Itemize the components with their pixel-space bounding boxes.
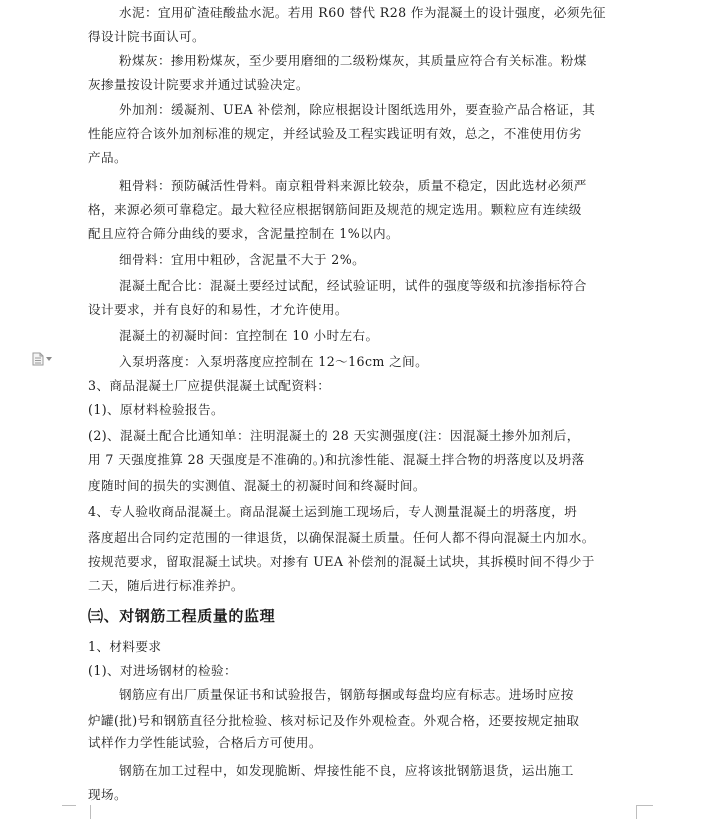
paragraph-options-button[interactable] xyxy=(32,352,54,366)
page-corner-mark-left xyxy=(76,805,91,819)
text-line: 二天，随后进行标准养护。 xyxy=(88,578,244,593)
text-line: 1、材料要求 xyxy=(88,639,162,654)
page-corner-mark-left-h xyxy=(62,805,76,806)
text-line: 用 7 天强度推算 28 天强度是不准确的。)和抗渗性能、混凝土拌合物的坍落度以及坍落 xyxy=(88,452,585,467)
section-heading: ㈢、对钢筋工程质量的监理 xyxy=(88,607,276,625)
text-line: 混凝土的初凝时间：宜控制在 10 小时左右。 xyxy=(119,328,379,343)
left-gutter xyxy=(0,0,18,819)
text-line: 灰掺量按设计院要求并通过试验决定。 xyxy=(88,77,309,92)
text-line: 3、商品混凝土厂应提供混凝土试配资料： xyxy=(88,378,331,393)
text-line: (1)、对进场钢材的检验： xyxy=(88,663,237,678)
document-options-icon xyxy=(32,352,44,366)
text-line: 性能应符合该外加剂标准的规定，并经试验及工程实践证明有效，总之，不准使用仿劣 xyxy=(88,126,582,141)
text-line: 粉煤灰：掺用粉煤灰，至少要用磨细的二级粉煤灰，其质量应符合有关标准。粉煤 xyxy=(119,53,587,68)
page-corner-mark-right-h xyxy=(637,805,653,806)
text-line: 混凝土配合比：混凝土要经过试配，经试验证明，试件的强度等级和抗渗指标符合 xyxy=(119,278,587,293)
text-line: 格，来源必须可靠稳定。最大粒径应根据钢筋间距及规范的规定选用。颗粒应有连续级 xyxy=(88,202,582,217)
text-line: 钢筋应有出厂质量保证书和试验报告，钢筋每捆或每盘均应有标志。进场时应按 xyxy=(119,687,574,702)
text-line: 外加剂：缓凝剂、UEA 补偿剂，除应根据设计图纸选用外，要查验产品合格证，其 xyxy=(119,102,596,117)
text-line: 度随时间的损失的实测值、混凝土的初凝时间和终凝时间。 xyxy=(88,478,426,493)
text-line: (2)、混凝土配合比通知单：注明混凝土的 28 天实测强度(注：因混凝土掺外加剂后， xyxy=(88,428,580,443)
text-line: 得设计院书面认可。 xyxy=(88,29,205,44)
text-line: 细骨料：宜用中粗砂，含泥量不大于 2%。 xyxy=(119,252,366,267)
text-line: 设计要求，并有良好的和易性，才允许使用。 xyxy=(88,302,348,317)
text-line: 炉罐(批)号和钢筋直径分批检验、核对标记及作外观检查。外观合格，还要按规定抽取 xyxy=(88,713,580,728)
text-line: 入泵坍落度：入泵坍落度应控制在 12～16cm 之间。 xyxy=(119,354,429,369)
text-line: 现场。 xyxy=(88,787,127,802)
text-line: 配且应符合筛分曲线的要求，含泥量控制在 1%以内。 xyxy=(88,226,400,241)
text-line: 产品。 xyxy=(88,150,127,165)
text-line: 4、专人验收商品混凝土。商品混凝土运到施工现场后，专人测量混凝土的坍落度，坍 xyxy=(88,504,578,519)
text-line: 按规范要求，留取混凝土试块。对掺有 UEA 补偿剂的混凝土试块，其拆模时间不得少于 xyxy=(88,554,595,569)
text-line: 落度超出合同约定范围的一律退货，以确保混凝土质量。任何人都不得向混凝土内加水。 xyxy=(88,530,595,545)
text-line: 水泥：宜用矿渣硅酸盐水泥。若用 R60 替代 R28 作为混凝土的设计强度，必须先征 xyxy=(119,5,606,20)
page-corner-mark-right xyxy=(636,805,651,819)
text-line: (1)、原材料检验报告。 xyxy=(88,402,224,417)
text-line: 试样作力学性能试验，合格后方可使用。 xyxy=(88,735,322,750)
chevron-down-icon xyxy=(46,357,52,361)
text-line: 粗骨料：预防碱活性骨料。南京粗骨料来源比较杂，质量不稳定，因此选材必须严 xyxy=(119,178,587,193)
text-line: 钢筋在加工过程中，如发现脆断、焊接性能不良，应将该批钢筋退货，运出施工 xyxy=(119,763,574,778)
